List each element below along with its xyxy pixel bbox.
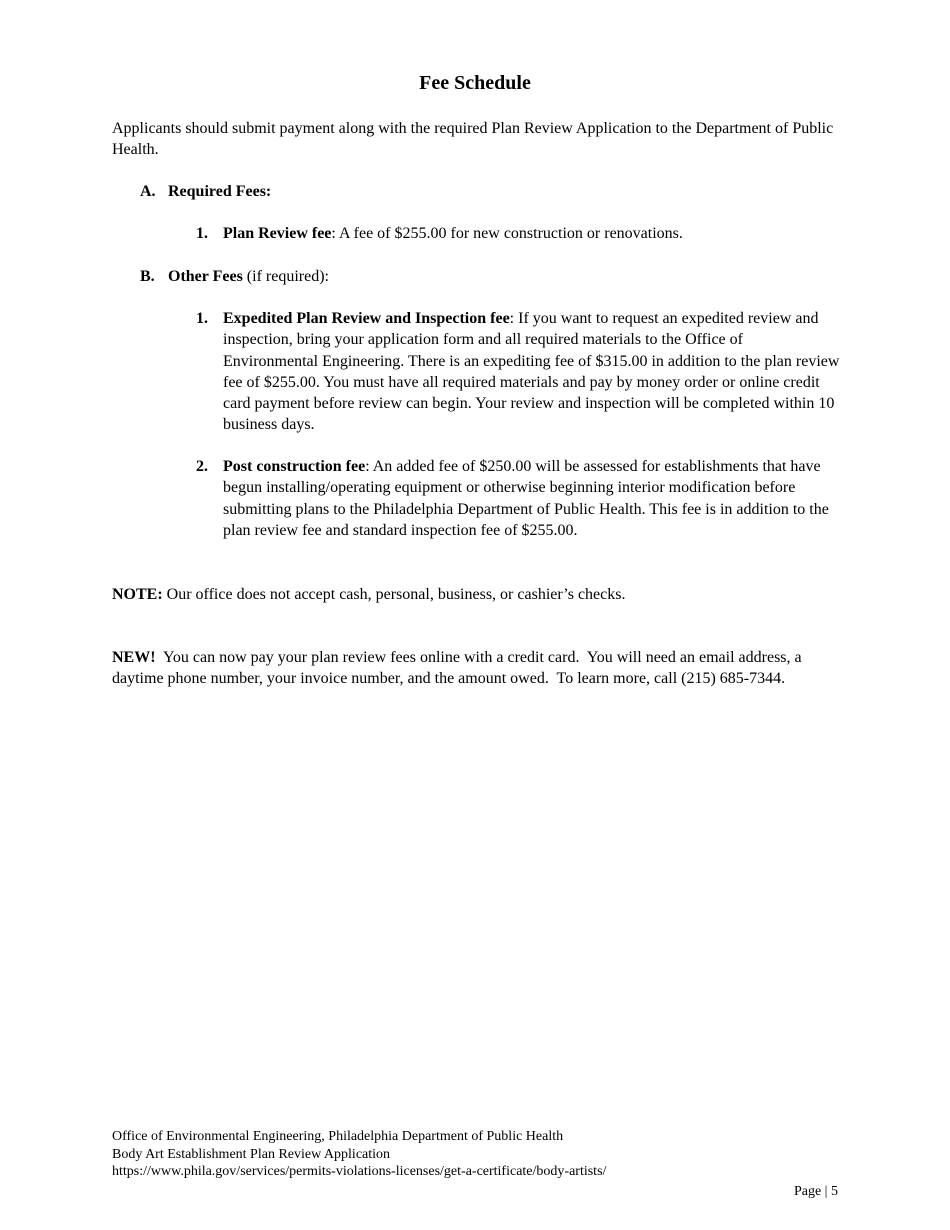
item-number: 1. bbox=[196, 225, 208, 242]
new-notice-paragraph bbox=[112, 647, 842, 690]
section-a-title: Required Fees: bbox=[168, 183, 272, 200]
item-text: : If you want to request an expedited review and inspection, bring your application form and all required materials to the Office of Environmental Engineering. There is an expediting fee of $315.00 in addition to the plan review fee of $255.00. You must have all required materials and pay by money order or online credit card payment before review can begin. Your review and inspection will be completed within 10 business days. bbox=[223, 310, 840, 434]
footer-office-line: Office of Environmental Engineering, Philadelphia Department of Public Health bbox=[112, 1129, 564, 1144]
item-number: 2. bbox=[196, 458, 208, 475]
note-label: NOTE: bbox=[112, 586, 163, 603]
section-a-letter: A. bbox=[140, 183, 156, 200]
list-item bbox=[196, 308, 841, 436]
item-body bbox=[223, 456, 841, 541]
item-body bbox=[223, 223, 841, 244]
item-label: Plan Review fee bbox=[223, 225, 332, 242]
note-text: Our office does not accept cash, personal, business, or cashier’s checks. bbox=[162, 586, 626, 603]
list-item bbox=[196, 456, 841, 541]
new-label: NEW! bbox=[112, 649, 156, 666]
section-b-suffix: (if required): bbox=[242, 268, 329, 285]
new-text: You can now pay your plan review fees online with a credit card. You will need an email address, a daytime phone number, your invoice number, and the amount owed. To learn more, call (215) 685-7344. bbox=[112, 649, 806, 688]
item-number: 1. bbox=[196, 310, 208, 327]
page-number: Page | 5 bbox=[793, 1184, 838, 1199]
section-b-heading bbox=[140, 266, 840, 287]
item-label: Expedited Plan Review and Inspection fee bbox=[223, 310, 510, 327]
section-b-title: Other Fees bbox=[168, 268, 243, 285]
page-title: Fee Schedule bbox=[419, 72, 531, 94]
item-text: : A fee of $255.00 for new construction or renovations. bbox=[331, 225, 683, 242]
item-body bbox=[223, 308, 841, 436]
item-text: : An added fee of $250.00 will be assessed for establishments that have begun installing/operating equipment or otherwise beginning interior modification before submitting plans to the Philadelphia Department of Public Health. This fee is in addition to the plan review fee and standard inspection fee of $255.00. bbox=[223, 458, 829, 539]
note-paragraph bbox=[112, 584, 842, 605]
intro-paragraph: Applicants should submit payment along with the required Plan Review Application to the Department of Public Health. bbox=[112, 120, 834, 159]
list-item bbox=[196, 223, 841, 244]
section-a-heading bbox=[140, 181, 840, 202]
section-b-letter: B. bbox=[140, 268, 155, 285]
footer-document-line: Body Art Establishment Plan Review Application bbox=[112, 1146, 391, 1162]
page-footer bbox=[112, 1128, 842, 1181]
item-label: Post construction fee bbox=[223, 458, 366, 475]
footer-url-line: https://www.phila.gov/services/permits-violations-licenses/get-a-certificate/body-artists/ bbox=[112, 1164, 607, 1179]
